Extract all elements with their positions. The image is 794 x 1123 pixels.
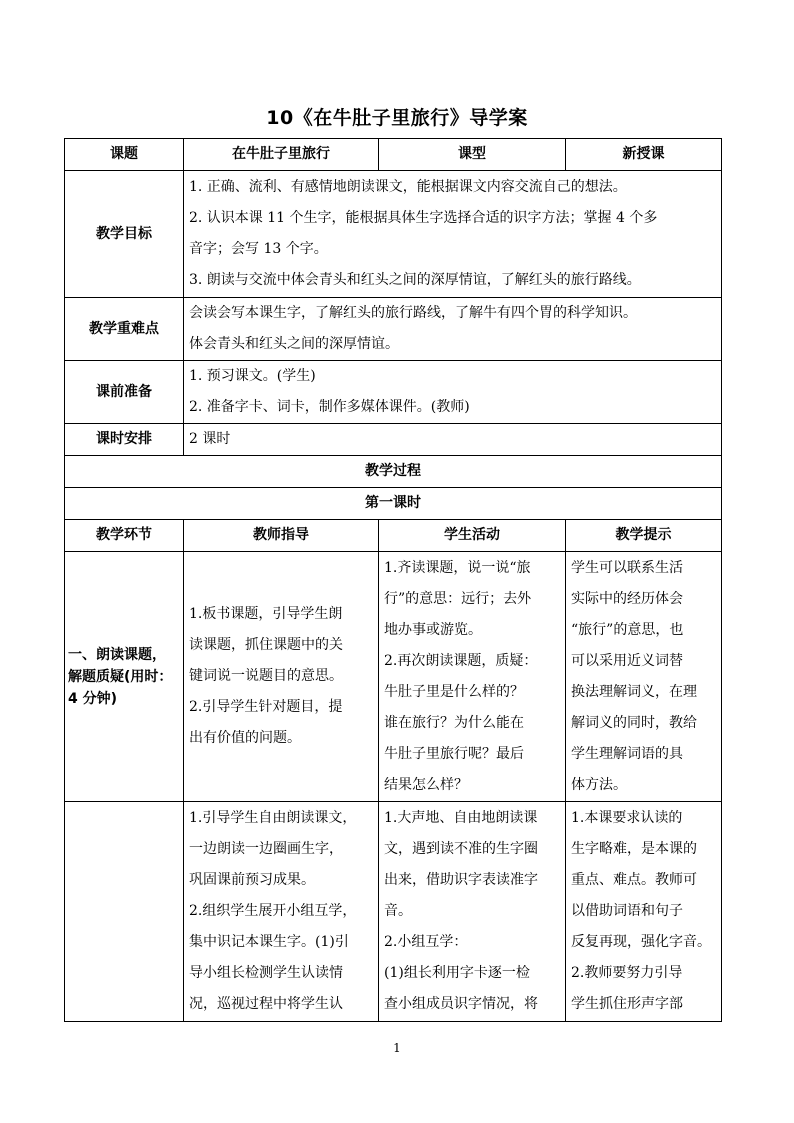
teacher-cell <box>184 552 379 802</box>
preparation-line: 2. 准备字卡、词卡，制作多媒体课件。(教师) <box>189 399 470 415</box>
text-line: 出来，借助识字表读准字 <box>384 872 538 888</box>
text-line: 2.教师要努力引导 <box>571 965 683 981</box>
text-line: 结果怎么样？ <box>384 776 468 793</box>
tips-cell <box>566 802 722 1022</box>
table-row <box>65 802 722 1022</box>
schedule-label: 课时安排 <box>65 424 184 456</box>
text-line: 反复再现，强化字音。 <box>571 934 711 950</box>
text-line: 1.本课要求认读的 <box>571 810 683 826</box>
text-line: (1)组长利用字卡逐一检 <box>384 965 530 981</box>
goals-row <box>65 171 722 298</box>
goal-line: 1. 正确、流利、有感情地朗读课文，能根据课文内容交流自己的想法。 <box>189 179 627 195</box>
text-line: 体方法。 <box>571 776 627 793</box>
topic-value: 在牛肚子里旅行 <box>184 139 379 171</box>
key-point-line: 会读会写本课生字，了解红头的旅行路线，了解牛有四个胃的科学知识。 <box>189 305 637 321</box>
text-line: 1.大声地、自由地朗读课 <box>384 810 538 826</box>
text-line: 读课题，抓住课题中的关 <box>189 637 343 653</box>
text-line: 况，巡视过程中将学生认 <box>189 996 343 1012</box>
text-line: 巩固课前预习成果。 <box>189 872 315 888</box>
key-points-label: 教学重难点 <box>65 298 184 361</box>
document-title: 10《在牛肚子里旅行》导学案 <box>266 107 528 129</box>
text-line: “旅行”的意思，也 <box>571 621 684 638</box>
text-line: 可以采用近义词替 <box>571 652 683 669</box>
text-line: 牛肚子里是什么样的？ <box>384 683 524 700</box>
text-line: 行”的意思：远行；去外 <box>384 590 532 607</box>
stage-cell <box>65 802 184 1022</box>
text-line: 学生可以联系生活 <box>571 559 683 576</box>
preparation-label: 课前准备 <box>65 361 184 424</box>
lesson-plan-table <box>64 138 722 1022</box>
goal-line: 2. 认识本课 11 个生字，能根据具体生字选择合适的识字方法；掌握 4 个多 <box>189 210 658 226</box>
lesson-title: 第一课时 <box>65 488 722 520</box>
text-line: 2.小组互学： <box>384 934 468 950</box>
tips-cell <box>566 552 722 802</box>
schedule-row <box>65 424 722 456</box>
text-line: 生字略难，是本课的 <box>571 841 697 857</box>
text-line: 出有价值的问题。 <box>189 730 301 746</box>
text-line: 牛肚子里旅行呢？最后 <box>384 745 524 762</box>
text-line: 学生抓住形声字部 <box>571 996 683 1012</box>
text-line: 2.引导学生针对题目，提 <box>189 699 343 715</box>
teacher-cell <box>184 802 379 1022</box>
preparation-row <box>65 361 722 424</box>
page-number: 1 <box>393 1041 401 1055</box>
text-line: 一边朗读一边圈画生字， <box>189 841 343 857</box>
column-header: 教学环节 <box>65 520 184 552</box>
text-line: 解词义的同时，教给 <box>571 714 697 731</box>
text-line: 换法理解词义，在理 <box>571 683 697 700</box>
table-row <box>65 552 722 802</box>
goal-line: 音字；会写 13 个字。 <box>189 241 328 257</box>
column-header: 教学提示 <box>566 520 722 552</box>
text-line: 重点、难点。教师可 <box>571 872 697 888</box>
key-point-line: 体会青头和红头之间的深厚情谊。 <box>189 336 399 352</box>
stage-line: 一、朗读课题， <box>68 646 166 663</box>
text-line: 实际中的经历体会 <box>571 590 683 607</box>
text-line: 1.板书课题，引导学生朗 <box>189 606 343 622</box>
goal-line: 3. 朗读与交流中体会青头和红头之间的深厚情谊，了解红头的旅行路线。 <box>189 272 641 288</box>
process-title: 教学过程 <box>65 456 722 488</box>
process-title-row <box>65 456 722 488</box>
preparation-line: 1. 预习课文。(学生) <box>189 368 316 384</box>
text-line: 以借助词语和句子 <box>571 903 683 919</box>
stage-line: 解题质疑(用时： <box>68 668 173 685</box>
column-header-row <box>65 520 722 552</box>
text-line: 导小组长检测学生认读情 <box>189 965 343 981</box>
key-points-row <box>65 298 722 361</box>
student-cell <box>379 802 566 1022</box>
text-line: 2.再次朗读课题，质疑： <box>384 652 538 669</box>
text-line: 2.组织学生展开小组互学， <box>189 903 357 919</box>
text-line: 学生理解词语的具 <box>571 745 683 762</box>
text-line: 音。 <box>384 903 412 919</box>
text-line: 谁在旅行？为什么能在 <box>384 714 524 731</box>
stage-line: 4 分钟) <box>68 690 118 707</box>
text-line: 查小组成员识字情况，将 <box>384 996 538 1012</box>
key-points-content <box>184 298 722 361</box>
text-line: 1.齐读课题，说一说“旅 <box>384 559 531 576</box>
text-line: 键词说一说题目的意思。 <box>189 668 343 684</box>
text-line: 1.引导学生自由朗读课文， <box>189 810 357 826</box>
text-line: 文，遇到读不准的生字圈 <box>384 841 538 857</box>
text-line: 地办事或游览。 <box>384 621 482 638</box>
lesson-title-row <box>65 488 722 520</box>
goals-label: 教学目标 <box>65 171 184 298</box>
type-label: 课型 <box>379 139 566 171</box>
topic-row <box>65 139 722 171</box>
column-header: 教师指导 <box>184 520 379 552</box>
preparation-content <box>184 361 722 424</box>
schedule-value: 2 课时 <box>184 424 722 456</box>
goals-content <box>184 171 722 298</box>
student-cell <box>379 552 566 802</box>
text-line: 集中识记本课生字。(1)引 <box>189 934 349 950</box>
column-header: 学生活动 <box>379 520 566 552</box>
stage-cell <box>65 552 184 802</box>
topic-label: 课题 <box>65 139 184 171</box>
type-value: 新授课 <box>566 139 722 171</box>
